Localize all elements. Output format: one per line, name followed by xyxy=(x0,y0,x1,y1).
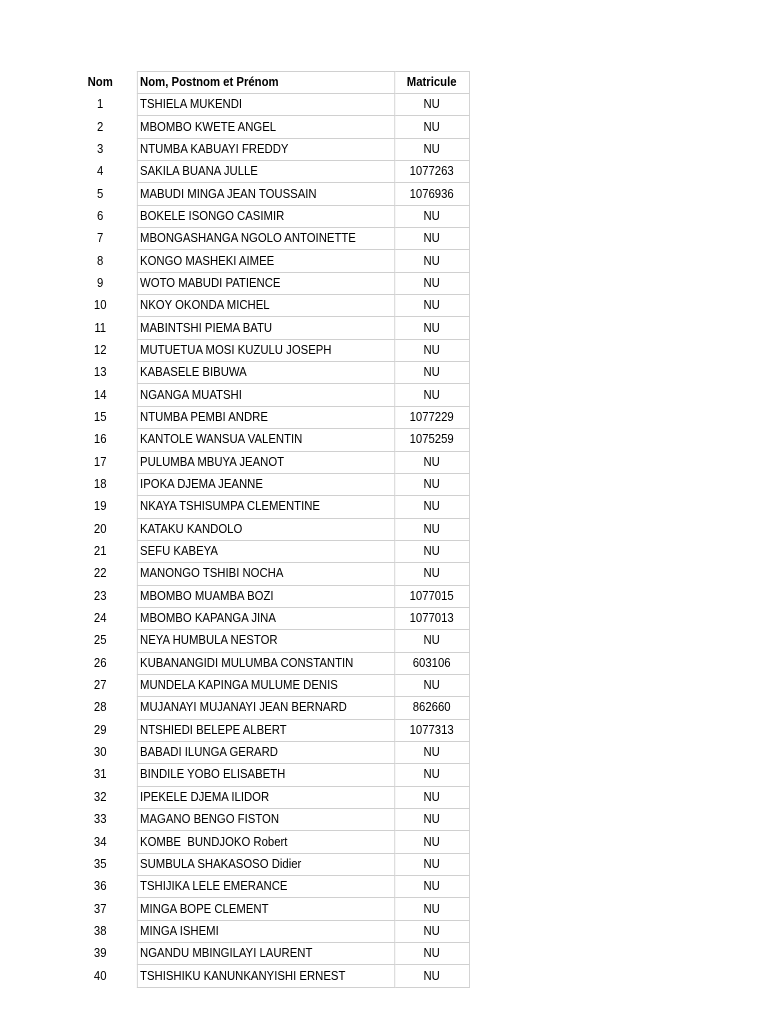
row-name: MUTUETUA MOSI KUZULU JOSEPH xyxy=(137,339,394,361)
row-number: 30 xyxy=(93,745,107,760)
table-row xyxy=(64,183,469,205)
table-row xyxy=(64,831,469,853)
row-number: 8 xyxy=(97,253,104,268)
row-number: 9 xyxy=(97,275,104,290)
row-name: KOMBE BUNDJOKO Robert xyxy=(137,831,394,853)
row-matricule: 1077313 xyxy=(394,719,469,741)
row-matricule: 1076936 xyxy=(394,183,469,205)
row-name: MUNDELA KAPINGA MULUME DENIS xyxy=(137,674,394,696)
header-number: Nom xyxy=(87,75,113,89)
row-name: MINGA ISHEMI xyxy=(137,920,394,942)
row-number: 36 xyxy=(93,879,107,894)
row-matricule: NU xyxy=(394,831,469,853)
row-matricule: NU xyxy=(394,920,469,942)
table-row xyxy=(64,540,469,562)
row-number: 38 xyxy=(93,923,107,938)
row-matricule: NU xyxy=(394,228,469,250)
table-row xyxy=(64,607,469,629)
row-name: MBOMBO KAPANGA JINA xyxy=(137,607,394,629)
row-number: 16 xyxy=(93,432,107,447)
row-name: BABADI ILUNGA GERARD xyxy=(137,741,394,763)
table-row xyxy=(64,786,469,808)
table-row xyxy=(64,384,469,406)
row-number: 23 xyxy=(93,588,107,603)
table-row xyxy=(64,898,469,920)
row-name: TSHIELA MUKENDI xyxy=(137,94,394,116)
row-matricule: NU xyxy=(394,630,469,652)
row-matricule: 1077013 xyxy=(394,607,469,629)
row-name: BINDILE YOBO ELISABETH xyxy=(137,764,394,786)
table-row xyxy=(64,697,469,719)
row-number: 4 xyxy=(97,164,104,179)
row-name: SAKILA BUANA JULLE xyxy=(137,161,394,183)
row-matricule: NU xyxy=(394,138,469,160)
table-row xyxy=(64,853,469,875)
row-number: 1 xyxy=(97,97,104,112)
table-row xyxy=(64,876,469,898)
table-header xyxy=(64,72,469,94)
row-number: 24 xyxy=(93,611,107,626)
row-matricule: 1077015 xyxy=(394,585,469,607)
row-name: KANTOLE WANSUA VALENTIN xyxy=(137,429,394,451)
row-name: BOKELE ISONGO CASIMIR xyxy=(137,205,394,227)
table-row xyxy=(64,741,469,763)
row-number: 21 xyxy=(93,544,107,559)
table-row xyxy=(64,451,469,473)
table-row xyxy=(64,228,469,250)
row-name: NKOY OKONDA MICHEL xyxy=(137,295,394,317)
row-matricule: NU xyxy=(394,362,469,384)
table-row xyxy=(64,809,469,831)
row-number: 18 xyxy=(93,477,107,492)
row-matricule: NU xyxy=(394,786,469,808)
row-number: 3 xyxy=(97,141,104,156)
row-matricule: NU xyxy=(394,809,469,831)
row-number: 32 xyxy=(93,789,107,804)
personnel-table xyxy=(64,71,469,988)
row-matricule: NU xyxy=(394,250,469,272)
row-number: 6 xyxy=(97,208,104,223)
row-number: 33 xyxy=(93,812,107,827)
row-matricule: 603106 xyxy=(394,652,469,674)
row-matricule: NU xyxy=(394,317,469,339)
table-row xyxy=(64,496,469,518)
row-name: NGANGA MUATSHI xyxy=(137,384,394,406)
row-number: 11 xyxy=(94,320,107,335)
row-name: IPOKA DJEMA JEANNE xyxy=(137,473,394,495)
row-name: MUJANAYI MUJANAYI JEAN BERNARD xyxy=(137,697,394,719)
row-matricule: NU xyxy=(394,563,469,585)
row-matricule: 1077229 xyxy=(394,406,469,428)
row-number: 5 xyxy=(97,186,104,201)
row-matricule: NU xyxy=(394,741,469,763)
table-row xyxy=(64,161,469,183)
table-row xyxy=(64,138,469,160)
row-name: IPEKELE DJEMA ILIDOR xyxy=(137,786,394,808)
row-matricule: NU xyxy=(394,451,469,473)
row-number: 37 xyxy=(93,901,107,916)
table-row xyxy=(64,362,469,384)
row-name: PULUMBA MBUYA JEANOT xyxy=(137,451,394,473)
row-number: 15 xyxy=(93,409,107,424)
table-row xyxy=(64,317,469,339)
row-name: MBONGASHANGA NGOLO ANTOINETTE xyxy=(137,228,394,250)
row-name: MABINTSHI PIEMA BATU xyxy=(137,317,394,339)
header-row xyxy=(64,72,469,94)
row-matricule: NU xyxy=(394,384,469,406)
table-row xyxy=(64,94,469,116)
row-number: 13 xyxy=(93,365,107,380)
table-row xyxy=(64,518,469,540)
table-row xyxy=(64,272,469,294)
row-matricule: NU xyxy=(394,853,469,875)
table-row xyxy=(64,473,469,495)
row-name: NGANDU MBINGILAYI LAURENT xyxy=(137,943,394,965)
row-matricule: NU xyxy=(394,965,469,987)
row-name: NTUMBA PEMBI ANDRE xyxy=(137,406,394,428)
row-matricule: 862660 xyxy=(394,697,469,719)
row-matricule: NU xyxy=(394,272,469,294)
row-number: 35 xyxy=(93,856,107,871)
table-row xyxy=(64,674,469,696)
row-number: 29 xyxy=(93,722,107,737)
row-name: WOTO MABUDI PATIENCE xyxy=(137,272,394,294)
row-name: NTUMBA KABUAYI FREDDY xyxy=(137,138,394,160)
row-number: 2 xyxy=(97,119,104,134)
row-matricule: NU xyxy=(394,496,469,518)
table-row xyxy=(64,943,469,965)
row-number: 39 xyxy=(93,946,107,961)
row-matricule: NU xyxy=(394,518,469,540)
header-name: Nom, Postnom et Prénom xyxy=(137,72,394,94)
row-name: TSHIJIKA LELE EMERANCE xyxy=(137,876,394,898)
row-name: NKAYA TSHISUMPA CLEMENTINE xyxy=(137,496,394,518)
row-name: MANONGO TSHIBI NOCHA xyxy=(137,563,394,585)
row-matricule: NU xyxy=(394,540,469,562)
row-number: 34 xyxy=(93,834,107,849)
row-name: MBOMBO MUAMBA BOZI xyxy=(137,585,394,607)
row-name: MAGANO BENGO FISTON xyxy=(137,809,394,831)
row-number: 20 xyxy=(93,521,107,536)
row-name: NEYA HUMBULA NESTOR xyxy=(137,630,394,652)
row-matricule: NU xyxy=(394,339,469,361)
table-row xyxy=(64,205,469,227)
table-row xyxy=(64,630,469,652)
row-number: 27 xyxy=(93,678,107,693)
row-matricule: NU xyxy=(394,205,469,227)
row-number: 17 xyxy=(93,454,107,469)
row-number: 12 xyxy=(93,342,107,357)
row-number: 10 xyxy=(93,298,107,313)
table-row xyxy=(64,406,469,428)
table-row xyxy=(64,339,469,361)
table-row xyxy=(64,764,469,786)
row-number: 14 xyxy=(93,387,107,402)
table-body xyxy=(64,94,469,988)
row-number: 40 xyxy=(93,968,107,983)
row-matricule: NU xyxy=(394,876,469,898)
table-row xyxy=(64,295,469,317)
row-matricule: NU xyxy=(394,116,469,138)
row-matricule: NU xyxy=(394,764,469,786)
row-matricule: NU xyxy=(394,898,469,920)
row-matricule: 1077263 xyxy=(394,161,469,183)
row-matricule: NU xyxy=(394,473,469,495)
row-name: KATAKU KANDOLO xyxy=(137,518,394,540)
row-name: SEFU KABEYA xyxy=(137,540,394,562)
row-name: TSHISHIKU KANUNKANYISHI ERNEST xyxy=(137,965,394,987)
table-row xyxy=(64,965,469,987)
row-name: MINGA BOPE CLEMENT xyxy=(137,898,394,920)
row-name: MBOMBO KWETE ANGEL xyxy=(137,116,394,138)
row-name: MABUDI MINGA JEAN TOUSSAIN xyxy=(137,183,394,205)
table-row xyxy=(64,563,469,585)
row-matricule: NU xyxy=(394,674,469,696)
table-row xyxy=(64,585,469,607)
row-number: 31 xyxy=(93,767,107,782)
row-number: 22 xyxy=(93,566,107,581)
row-number: 25 xyxy=(93,633,107,648)
table-row xyxy=(64,116,469,138)
row-name: NTSHIEDI BELEPE ALBERT xyxy=(137,719,394,741)
row-matricule: NU xyxy=(394,94,469,116)
row-matricule: NU xyxy=(394,943,469,965)
table-row xyxy=(64,250,469,272)
table-row xyxy=(64,920,469,942)
row-number: 26 xyxy=(93,655,107,670)
row-name: KABASELE BIBUWA xyxy=(137,362,394,384)
header-matricule: Matricule xyxy=(394,72,469,94)
table-row xyxy=(64,429,469,451)
row-name: KONGO MASHEKI AIMEE xyxy=(137,250,394,272)
row-matricule: 1075259 xyxy=(394,429,469,451)
row-matricule: NU xyxy=(394,295,469,317)
row-name: SUMBULA SHAKASOSO Didier xyxy=(137,853,394,875)
table-row xyxy=(64,652,469,674)
row-number: 28 xyxy=(93,700,107,715)
table-row xyxy=(64,719,469,741)
row-number: 19 xyxy=(93,499,107,514)
row-number: 7 xyxy=(97,231,104,246)
row-name: KUBANANGIDI MULUMBA CONSTANTIN xyxy=(137,652,394,674)
